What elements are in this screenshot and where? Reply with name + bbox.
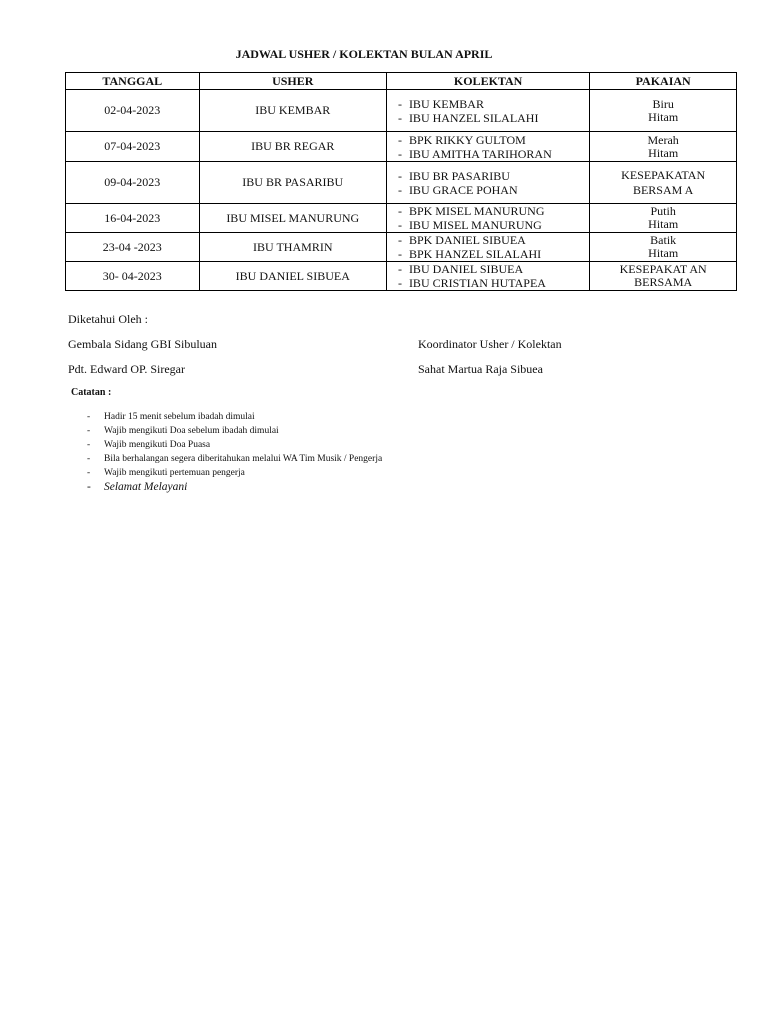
- pakaian-line: KESEPAKAT AN: [619, 262, 707, 276]
- right-signatory-role: Koordinator Usher / Kolektan: [418, 337, 562, 351]
- table-row: [66, 162, 737, 204]
- pakaian-line: BERSAMA: [634, 275, 693, 289]
- row-date: 30- 04-2023: [66, 262, 200, 291]
- row-usher: IBU BR REGAR: [199, 132, 386, 162]
- table-row: [66, 90, 737, 132]
- row-date: 07-04-2023: [66, 132, 200, 162]
- row-usher: IBU KEMBAR: [199, 90, 386, 132]
- list-dash: -: [87, 440, 91, 450]
- list-dash: -: [397, 182, 402, 197]
- note-text: Wajib mengikuti Doa Puasa: [104, 440, 211, 450]
- kolektan-name: BPK MISEL MANURUNG: [408, 204, 545, 218]
- kolektan-name: IBU HANZEL SILALAHI: [408, 110, 539, 125]
- list-dash: -: [397, 168, 402, 183]
- pakaian-line: Merah: [647, 132, 679, 147]
- row-kolektan: [386, 233, 589, 262]
- list-dash: -: [397, 276, 402, 290]
- list-item: [87, 424, 382, 438]
- row-usher: IBU BR PASARIBU: [199, 162, 386, 204]
- table-header-row: [66, 73, 737, 90]
- header-usher: USHER: [199, 73, 386, 90]
- pakaian-line: Hitam: [648, 145, 679, 160]
- table-row: [66, 132, 737, 162]
- header-pakaian: PAKAIAN: [590, 73, 737, 90]
- list-dash: -: [87, 412, 91, 422]
- header-date: TANGGAL: [66, 73, 200, 90]
- row-kolektan: [386, 162, 589, 204]
- notes-list: [87, 410, 382, 495]
- list-dash: -: [397, 233, 402, 247]
- row-date: 02-04-2023: [66, 90, 200, 132]
- notes-heading: Catatan :: [71, 387, 112, 398]
- known-by-label: Diketahui Oleh :: [68, 312, 148, 326]
- left-signatory-name: Pdt. Edward OP. Siregar: [68, 362, 185, 376]
- row-kolektan: [386, 204, 589, 233]
- list-dash: -: [397, 110, 402, 125]
- kolektan-name: BPK HANZEL SILALAHI: [408, 247, 542, 261]
- table-row: [66, 262, 737, 291]
- row-usher: IBU THAMRIN: [199, 233, 386, 262]
- kolektan-name: IBU AMITHA TARIHORAN: [408, 146, 552, 161]
- kolektan-name: IBU KEMBAR: [408, 96, 484, 111]
- row-kolektan: [386, 90, 589, 132]
- list-dash: -: [397, 218, 402, 232]
- row-pakaian: [590, 262, 737, 291]
- row-date: 09-04-2023: [66, 162, 200, 204]
- pakaian-line: Hitam: [648, 217, 679, 231]
- pakaian-line: BERSAM A: [632, 182, 694, 197]
- list-dash: -: [397, 96, 402, 111]
- kolektan-name: IBU MISEL MANURUNG: [408, 218, 542, 232]
- list-item: [87, 452, 382, 466]
- row-pakaian: [590, 204, 737, 233]
- list-dash: -: [397, 132, 402, 147]
- note-text: Hadir 15 menit sebelum ibadah dimulai: [104, 412, 255, 422]
- list-dash: -: [87, 481, 91, 493]
- row-date: 23-04 -2023: [66, 233, 200, 262]
- list-dash: -: [397, 204, 402, 218]
- pakaian-line: KESEPAKATAN: [621, 167, 706, 182]
- page-title: JADWAL USHER / KOLEKTAN BULAN APRIL: [235, 47, 493, 61]
- pakaian-line: Biru: [652, 96, 674, 111]
- row-pakaian: [590, 132, 737, 162]
- note-text: Selamat Melayani: [104, 481, 188, 493]
- row-usher: IBU MISEL MANURUNG: [199, 204, 386, 233]
- schedule-table: [65, 72, 737, 291]
- pakaian-line: Putih: [650, 204, 676, 218]
- kolektan-name: IBU DANIEL SIBUEA: [408, 262, 524, 276]
- row-kolektan: [386, 262, 589, 291]
- pakaian-line: Batik: [650, 233, 677, 247]
- note-text: Wajib mengikuti pertemuan pengerja: [104, 468, 245, 478]
- kolektan-name: IBU BR PASARIBU: [408, 168, 510, 183]
- right-signatory-name: Sahat Martua Raja Sibuea: [418, 362, 543, 376]
- list-dash: -: [87, 426, 91, 436]
- list-item: [87, 438, 382, 452]
- note-text: Bila berhalangan segera diberitahukan melalui WA Tim Musik / Pengerja: [104, 454, 383, 464]
- table-row: [66, 204, 737, 233]
- kolektan-name: BPK RIKKY GULTOM: [408, 132, 526, 147]
- header-kolektan: KOLEKTAN: [386, 73, 589, 90]
- row-pakaian: [590, 90, 737, 132]
- row-usher: IBU DANIEL SIBUEA: [199, 262, 386, 291]
- kolektan-name: IBU CRISTIAN HUTAPEA: [408, 276, 546, 290]
- list-item: [87, 410, 382, 424]
- list-item: [87, 480, 382, 495]
- table-row: [66, 233, 737, 262]
- kolektan-name: IBU GRACE POHAN: [408, 182, 518, 197]
- list-dash: -: [397, 146, 402, 161]
- row-date: 16-04-2023: [66, 204, 200, 233]
- list-dash: -: [87, 468, 91, 478]
- row-pakaian: [590, 233, 737, 262]
- row-kolektan: [386, 132, 589, 162]
- list-dash: -: [397, 262, 402, 276]
- list-dash: -: [397, 247, 402, 261]
- pakaian-line: Hitam: [648, 246, 679, 260]
- list-item: [87, 466, 382, 480]
- row-pakaian: [590, 162, 737, 204]
- list-dash: -: [87, 454, 91, 464]
- left-signatory-role: Gembala Sidang GBI Sibuluan: [68, 337, 217, 351]
- kolektan-name: BPK DANIEL SIBUEA: [408, 233, 526, 247]
- pakaian-line: Hitam: [648, 109, 679, 124]
- note-text: Wajib mengikuti Doa sebelum ibadah dimulai: [104, 426, 279, 436]
